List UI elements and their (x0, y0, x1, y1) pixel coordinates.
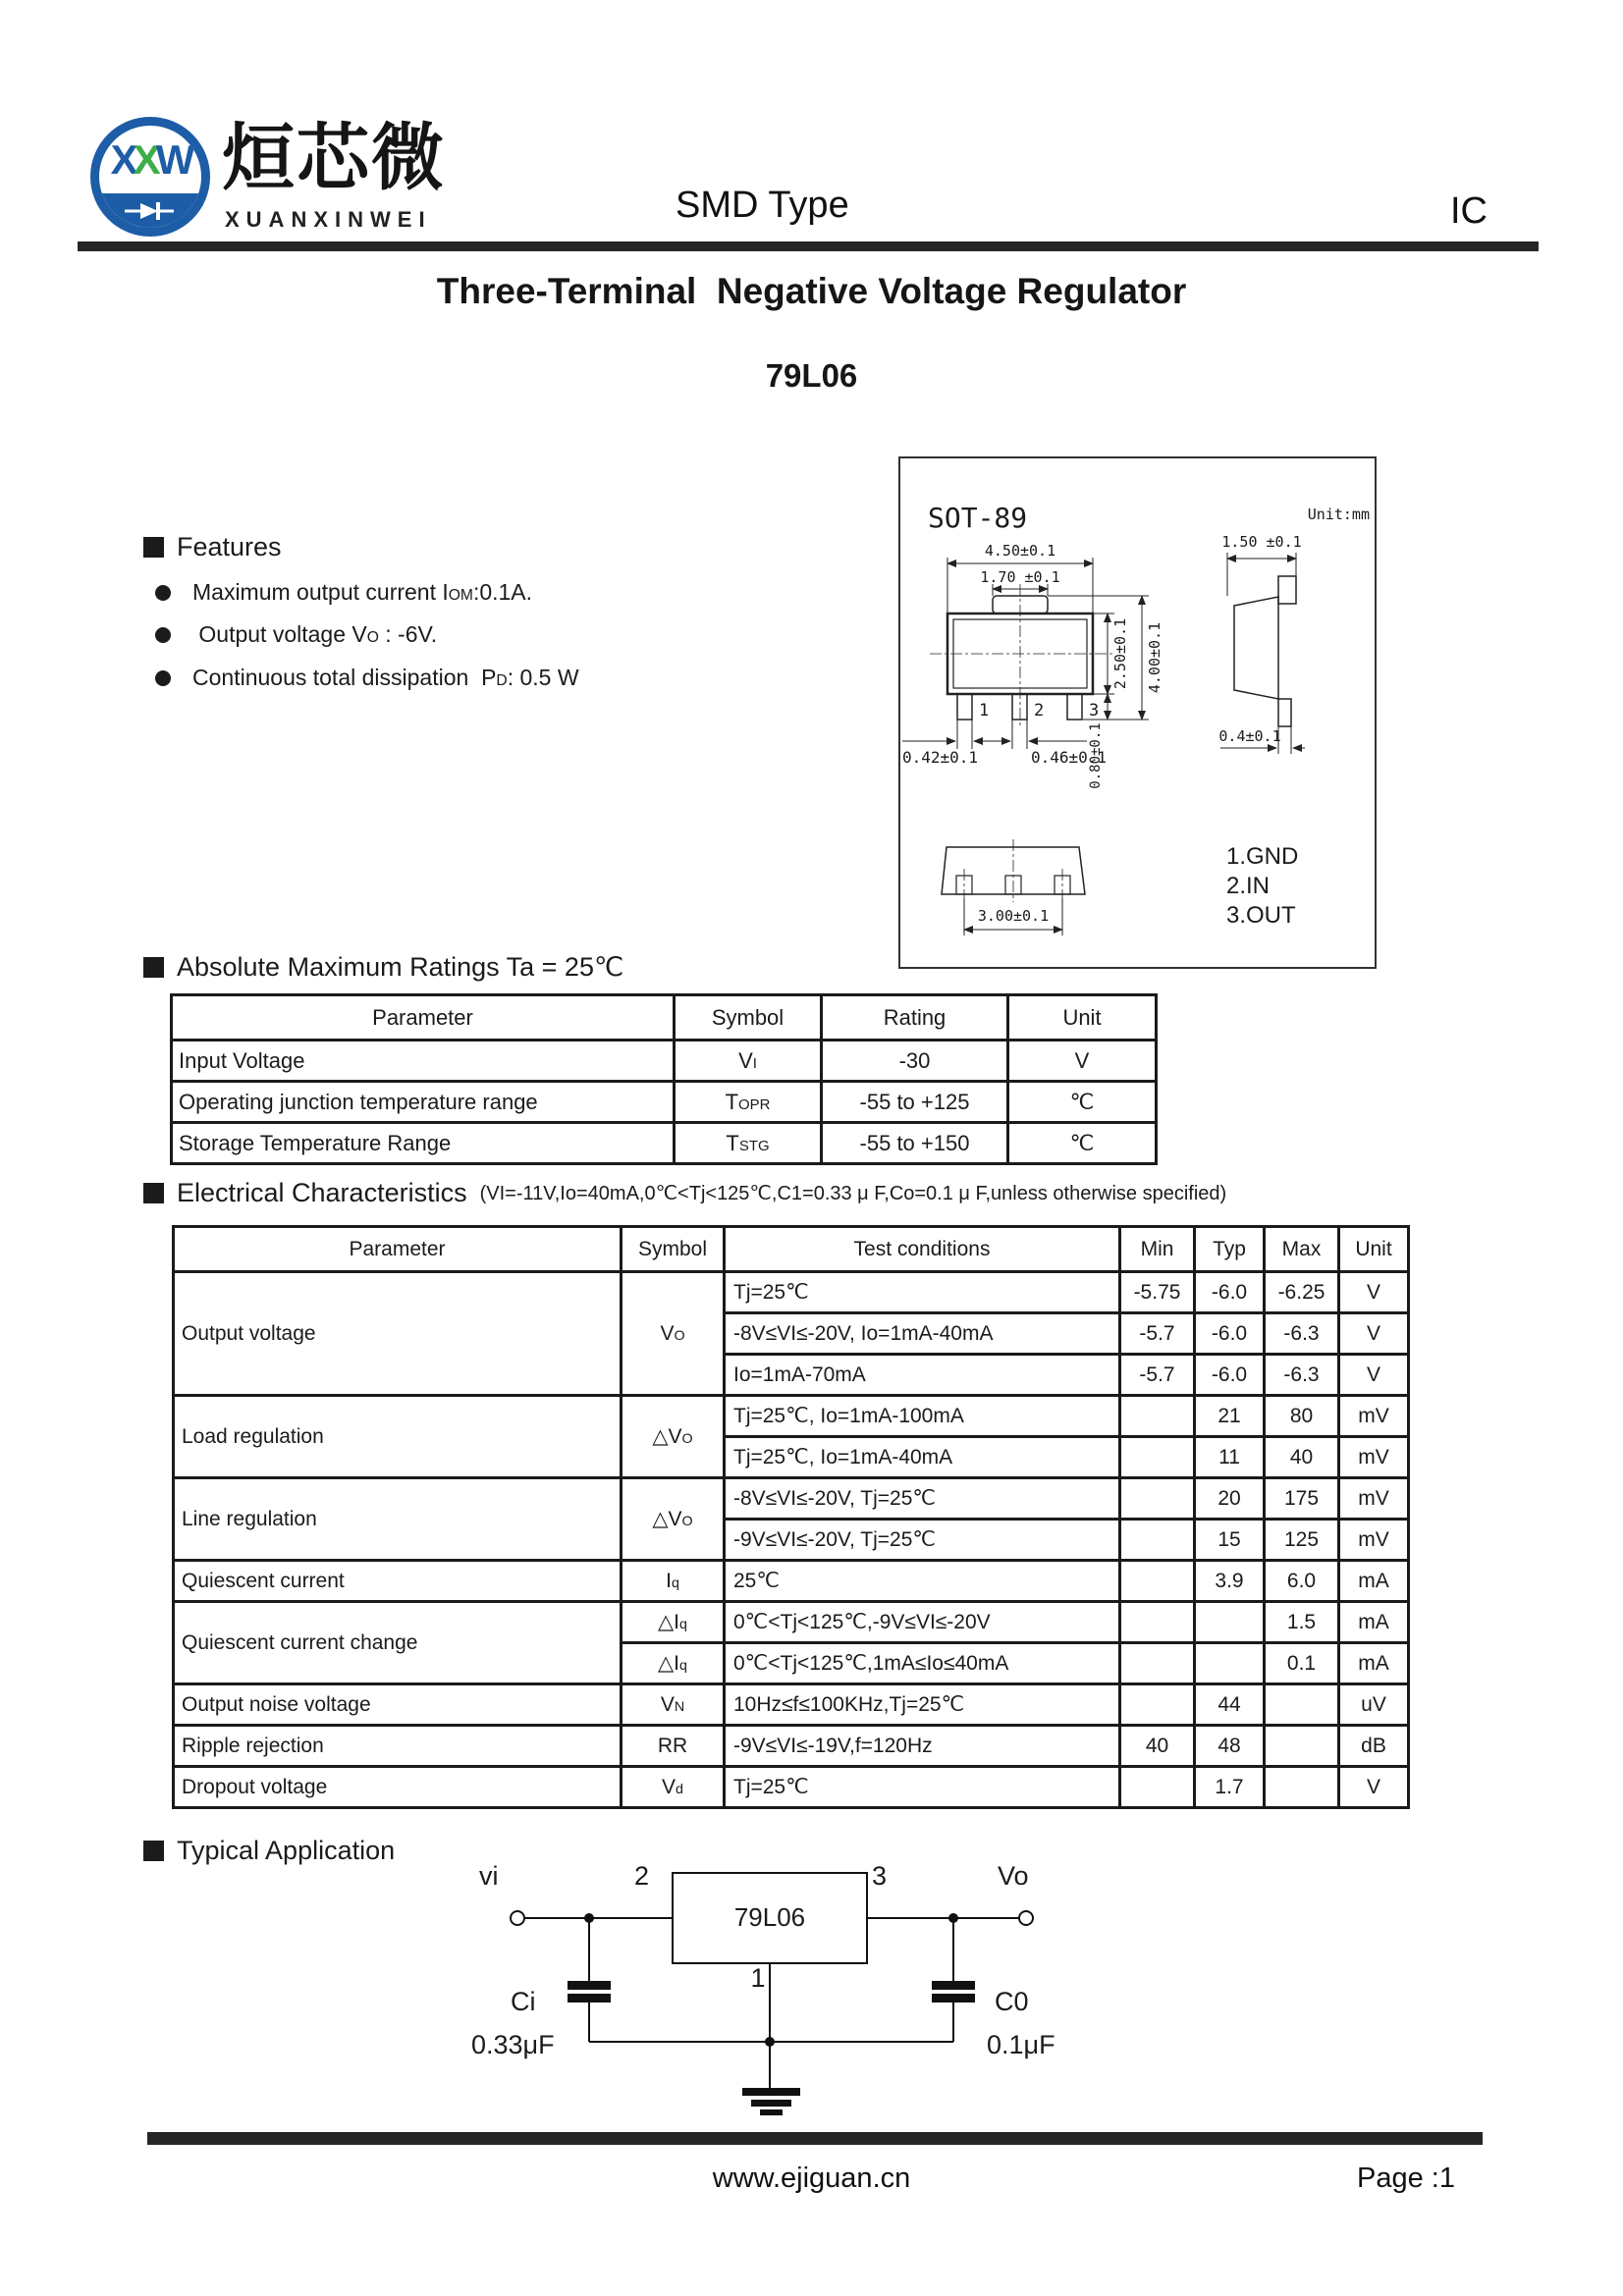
param-cell: Ripple rejection (174, 1726, 622, 1767)
unit-cell: V (1008, 1041, 1157, 1082)
param-cell: Output noise voltage (174, 1684, 622, 1726)
unit-cell: mA (1339, 1561, 1409, 1602)
application-circuit (412, 1845, 1100, 2145)
regulator-label: 79L06 (733, 1902, 806, 1932)
section-bullet-icon (143, 957, 164, 978)
feature-item (155, 579, 532, 606)
symbol-cell: △VO (622, 1396, 725, 1478)
symbol-cell: VN (622, 1684, 725, 1726)
table-row (174, 1396, 1409, 1437)
symbol-cell: VI (675, 1041, 822, 1082)
max-cell: 40 (1265, 1437, 1339, 1478)
table-row (174, 1561, 1409, 1602)
cond-cell: -8V≤VI≤-20V, Io=1mA-40mA (725, 1313, 1120, 1355)
dim-leadlen-label: 0.80±0.1 (1088, 722, 1104, 789)
package-name: SOT-89 (928, 502, 1028, 534)
min-cell (1120, 1520, 1195, 1561)
dim-lead2-label: 0.46±0.1 (1031, 748, 1108, 767)
section-bullet-icon (143, 1183, 164, 1203)
param-cell: Input Voltage (172, 1041, 675, 1082)
cond-cell: Tj=25℃ (725, 1272, 1120, 1313)
col-max: Max (1265, 1227, 1339, 1272)
application-circuit-svg (412, 1845, 1100, 2140)
company-logo (90, 117, 210, 237)
bullet-icon (155, 585, 171, 601)
dim-tab-label: 1.70 ±0.1 (980, 568, 1060, 586)
dim-total-label: 4.00±0.1 (1146, 621, 1163, 694)
ci-label: Ci (511, 1987, 536, 2016)
table-row (174, 1767, 1409, 1808)
max-cell: -6.3 (1265, 1355, 1339, 1396)
param-cell: Load regulation (174, 1396, 622, 1478)
max-cell: 80 (1265, 1396, 1339, 1437)
abs-ratings-heading (143, 952, 623, 983)
unit-cell: mA (1339, 1643, 1409, 1684)
vo-label: Vo (998, 1861, 1029, 1891)
unit-cell: mV (1339, 1396, 1409, 1437)
cond-cell: -8V≤VI≤-20V, Tj=25℃ (725, 1478, 1120, 1520)
min-cell (1120, 1561, 1195, 1602)
min-cell (1120, 1396, 1195, 1437)
pin3-label: 3 (872, 1861, 888, 1891)
company-name-cn: 烜芯微 (222, 117, 446, 198)
bullet-icon (155, 627, 171, 643)
logo-band (90, 193, 210, 229)
max-cell: 1.5 (1265, 1602, 1339, 1643)
pin1-label: 1 (979, 701, 990, 721)
feature-item (155, 621, 437, 648)
col-unit: Unit (1339, 1227, 1409, 1272)
co-value: 0.1μF (987, 2030, 1055, 2059)
dim-bottom-label: 3.00±0.1 (977, 907, 1050, 925)
symbol-cell: VO (622, 1272, 725, 1396)
table-row (174, 1272, 1409, 1313)
logo-letters (99, 136, 201, 183)
unit-cell: mV (1339, 1478, 1409, 1520)
cond-cell: Tj=25℃, Io=1mA-100mA (725, 1396, 1120, 1437)
bullet-icon (155, 670, 171, 686)
symbol-cell: Iq (622, 1561, 725, 1602)
param-cell: Line regulation (174, 1478, 622, 1561)
col-rating: Rating (822, 995, 1008, 1041)
logo-letter-w: W (155, 136, 190, 183)
page-title: Three-Terminal Negative Voltage Regulator (436, 271, 1187, 311)
typical-application-heading (143, 1836, 395, 1866)
max-cell: 175 (1265, 1478, 1339, 1520)
max-cell (1265, 1767, 1339, 1808)
min-cell (1120, 1643, 1195, 1684)
vi-label: vi (479, 1861, 499, 1891)
symbol-cell: TOPR (675, 1082, 822, 1123)
min-cell (1120, 1684, 1195, 1726)
unit-cell: mV (1339, 1520, 1409, 1561)
co-label: C0 (995, 1987, 1029, 2016)
cond-cell: 0℃<Tj<125℃,-9V≤VI≤-20V (725, 1602, 1120, 1643)
cond-cell: Tj=25℃ (725, 1767, 1120, 1808)
table-header-row (174, 1227, 1409, 1272)
feature-item (155, 665, 579, 691)
param-cell: Quiescent current (174, 1561, 622, 1602)
ci-value: 0.33μF (471, 2030, 555, 2059)
pinout-out: 3.OUT (1226, 902, 1296, 929)
package-drawing (898, 456, 1377, 969)
pin2-label: 2 (634, 1861, 650, 1891)
company-name-en: XUANXINWEI (225, 207, 432, 232)
cond-cell: 0℃<Tj<125℃,1mA≤Io≤40mA (725, 1643, 1120, 1684)
param-cell: Operating junction temperature range (172, 1082, 675, 1123)
unit-cell: V (1339, 1355, 1409, 1396)
col-symbol: Symbol (675, 995, 822, 1041)
typ-cell: -6.0 (1195, 1313, 1265, 1355)
min-cell: -5.7 (1120, 1313, 1195, 1355)
abs-ratings-heading-label: Absolute Maximum Ratings Ta = 25℃ (177, 952, 624, 982)
cond-cell: -9V≤VI≤-19V,f=120Hz (725, 1726, 1120, 1767)
package-unit: Unit:mm (1307, 506, 1370, 523)
symbol-cell: △VO (622, 1478, 725, 1561)
col-typ: Typ (1195, 1227, 1265, 1272)
feature-text: Continuous total dissipation PD: 0.5 W (192, 665, 579, 690)
logo-letter-x1: X (110, 136, 134, 183)
max-cell: -6.25 (1265, 1272, 1339, 1313)
symbol-cell: RR (622, 1726, 725, 1767)
min-cell: 40 (1120, 1726, 1195, 1767)
min-cell (1120, 1437, 1195, 1478)
col-test-conditions: Test conditions (725, 1227, 1120, 1272)
min-cell: -5.7 (1120, 1355, 1195, 1396)
section-bullet-icon (143, 537, 164, 558)
typ-cell: -6.0 (1195, 1355, 1265, 1396)
col-parameter: Parameter (172, 995, 675, 1041)
dim-top-label: 4.50±0.1 (984, 542, 1056, 560)
dim-thick-label: 0.4±0.1 (1218, 727, 1281, 745)
footer-page-number: Page :1 (1357, 2163, 1455, 2194)
typ-cell: -6.0 (1195, 1272, 1265, 1313)
max-cell (1265, 1726, 1339, 1767)
typ-cell (1195, 1602, 1265, 1643)
col-symbol: Symbol (622, 1227, 725, 1272)
pinout-gnd: 1.GND (1226, 843, 1299, 870)
cond-cell: -9V≤VI≤-20V, Tj=25℃ (725, 1520, 1120, 1561)
unit-cell: ℃ (1008, 1123, 1157, 1164)
features-heading-label: Features (177, 532, 282, 561)
diode-icon (125, 201, 176, 221)
dim-side-label: 1.50 ±0.1 (1221, 533, 1302, 551)
unit-cell: mA (1339, 1602, 1409, 1643)
unit-cell: ℃ (1008, 1082, 1157, 1123)
typ-cell: 15 (1195, 1520, 1265, 1561)
elec-char-table (172, 1225, 1410, 1809)
pin3-label: 3 (1089, 701, 1100, 721)
typ-cell: 1.7 (1195, 1767, 1265, 1808)
table-row (172, 1082, 1157, 1123)
ground-icon (742, 2088, 800, 2115)
table-row (172, 1041, 1157, 1082)
feature-text: Maximum output current IOM:0.1A. (192, 579, 533, 605)
features-heading (143, 532, 282, 562)
footer-rule (147, 2132, 1483, 2145)
col-parameter: Parameter (174, 1227, 622, 1272)
elec-char-heading (143, 1178, 1226, 1208)
symbol-cell: TSTG (675, 1123, 822, 1164)
unit-cell: uV (1339, 1684, 1409, 1726)
unit-cell: V (1339, 1767, 1409, 1808)
min-cell (1120, 1478, 1195, 1520)
typ-cell: 21 (1195, 1396, 1265, 1437)
cond-cell: 10Hz≤f≤100KHz,Tj=25℃ (725, 1684, 1120, 1726)
part-number: 79L06 (765, 357, 858, 394)
param-cell: Output voltage (174, 1272, 622, 1396)
unit-cell: V (1339, 1272, 1409, 1313)
feature-text: Output voltage VO : -6V. (192, 621, 438, 647)
pin2-label: 2 (1034, 701, 1045, 721)
table-header-row (172, 995, 1157, 1041)
rating-cell: -55 to +150 (822, 1123, 1008, 1164)
pinout-in: 2.IN (1226, 873, 1271, 899)
typ-cell: 20 (1195, 1478, 1265, 1520)
section-bullet-icon (143, 1841, 164, 1861)
typ-cell (1195, 1643, 1265, 1684)
max-cell: 0.1 (1265, 1643, 1339, 1684)
logo-letter-x2: X (133, 136, 156, 183)
max-cell: 125 (1265, 1520, 1339, 1561)
unit-cell: mV (1339, 1437, 1409, 1478)
max-cell: 6.0 (1265, 1561, 1339, 1602)
min-cell (1120, 1602, 1195, 1643)
min-cell (1120, 1767, 1195, 1808)
max-cell (1265, 1684, 1339, 1726)
cond-cell: 25℃ (725, 1561, 1120, 1602)
cond-cell: Tj=25℃, Io=1mA-40mA (725, 1437, 1120, 1478)
typical-application-heading-label: Typical Application (177, 1836, 396, 1865)
pin1-label: 1 (750, 1963, 766, 1993)
typ-cell: 11 (1195, 1437, 1265, 1478)
table-row (174, 1478, 1409, 1520)
header-ic-label: IC (1450, 190, 1488, 232)
dim-lead1-label: 0.42±0.1 (902, 748, 979, 767)
unit-cell: V (1339, 1313, 1409, 1355)
unit-cell: dB (1339, 1726, 1409, 1767)
typ-cell: 3.9 (1195, 1561, 1265, 1602)
rating-cell: -55 to +125 (822, 1082, 1008, 1123)
header-rule (78, 241, 1539, 251)
elec-char-conditions: (VI=-11V,Io=40mA,0℃<Tj<125℃,C1=0.33 μ F,Co=0.1 μ F,unless otherwise specified) (479, 1183, 1227, 1204)
param-cell: Storage Temperature Range (172, 1123, 675, 1164)
typ-cell: 48 (1195, 1726, 1265, 1767)
footer-website: www.ejiguan.cn (712, 2163, 911, 2194)
min-cell: -5.75 (1120, 1272, 1195, 1313)
rating-cell: -30 (822, 1041, 1008, 1082)
symbol-cell: △Iq (622, 1643, 725, 1684)
table-row (174, 1602, 1409, 1643)
table-row (172, 1123, 1157, 1164)
param-cell: Quiescent current change (174, 1602, 622, 1684)
symbol-cell: △Iq (622, 1602, 725, 1643)
package-drawing-svg (900, 458, 1375, 967)
symbol-cell: Vd (622, 1767, 725, 1808)
header-smd-type: SMD Type (676, 185, 849, 226)
elec-char-heading-label: Electrical Characteristics (177, 1178, 467, 1207)
param-cell: Dropout voltage (174, 1767, 622, 1808)
abs-ratings-table (170, 993, 1158, 1165)
col-min: Min (1120, 1227, 1195, 1272)
table-row (174, 1726, 1409, 1767)
table-row (174, 1684, 1409, 1726)
max-cell: -6.3 (1265, 1313, 1339, 1355)
cond-cell: Io=1mA-70mA (725, 1355, 1120, 1396)
col-unit: Unit (1008, 995, 1157, 1041)
dim-body-label: 2.50±0.1 (1111, 617, 1129, 690)
typ-cell: 44 (1195, 1684, 1265, 1726)
